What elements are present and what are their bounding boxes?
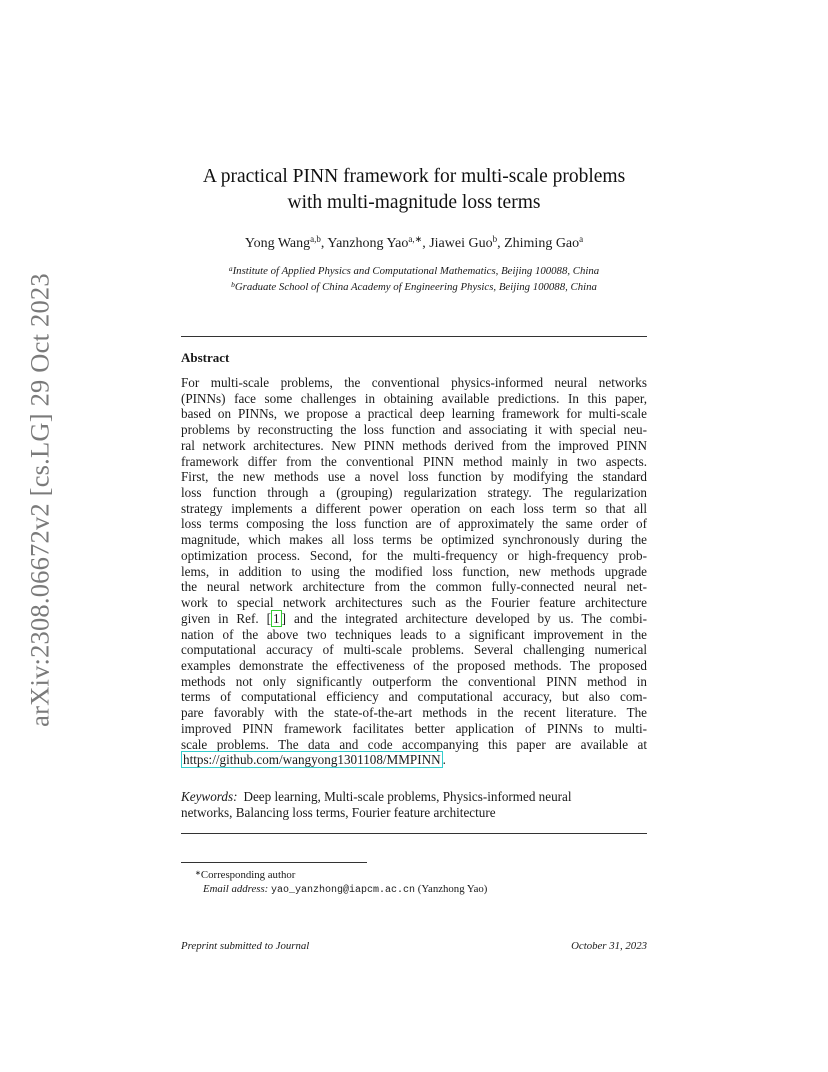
abstract-line: nation of the above two techniques leads to a significant improvement in the <box>181 626 647 642</box>
abstract-line: terms of computational efficiency and computational accuracy, but also com- <box>181 689 647 705</box>
footnote-mark: ∗ <box>195 869 201 877</box>
code-repository-link[interactable]: https://github.com/wangyong1301108/MMPINN <box>183 752 441 768</box>
keywords-label: Keywords: <box>181 789 238 804</box>
bottom-divider <box>181 833 647 834</box>
abstract-line: scale problems. The data and code accompanying this paper are available at <box>181 736 647 752</box>
abstract-line: magnitude, which makes all loss terms be optimized synchronously during the <box>181 532 647 548</box>
citation-link-ref-1[interactable]: 1 <box>273 610 280 626</box>
abstract-line: examples demonstrate the effectiveness of the proposed methods. The proposed <box>181 657 647 673</box>
keywords-text: networks, Balancing loss terms, Fourier feature architecture <box>181 805 496 820</box>
abstract-line: lems, in addition to using the modified loss function, new methods upgrade <box>181 563 647 579</box>
abstract-heading: Abstract <box>181 350 230 365</box>
title-line-2: with multi-magnitude loss terms <box>287 192 541 213</box>
abstract-line-with-url: https://github.com/wangyong1301108/MMPINN . <box>183 752 446 768</box>
email-address: yao_yanzhong@iapcm.ac.cn <box>270 885 416 896</box>
abstract-body <box>181 375 647 768</box>
keywords <box>181 789 647 821</box>
abstract-line: loss function through a (grouping) regularization strategy. The regularization <box>181 485 647 501</box>
affiliations <box>0 262 828 294</box>
paper-title <box>0 164 828 216</box>
abstract-line: First, the new methods use a novel loss function by modifying the standard <box>181 469 647 485</box>
author: Yanzhong Yao$^{a,∗}$, <box>327 234 430 251</box>
footnote-divider <box>181 862 367 863</box>
author-affil-mark: a <box>579 234 584 244</box>
author: Zhiming Gao$^a$ <box>504 234 584 251</box>
abstract-line: methods not only significantly outperform the conventional PINN method in <box>181 673 647 689</box>
preprint-notice: Preprint submitted to Journal <box>181 940 310 952</box>
footnote <box>195 866 487 898</box>
abstract-line-with-ref: given in Ref. [ 1 ] and the integrated architecture developed by us. The combi- <box>181 610 647 626</box>
abstract-line: ral network architectures. New PINN methods derived from the improved PINN <box>181 437 647 453</box>
author-affil-mark: a,∗ <box>408 234 423 244</box>
abstract-line: strategy implements a different power operation on each loss term so that all <box>181 500 647 516</box>
author-affil-mark: b <box>492 234 498 244</box>
footer-date: October 31, 2023 <box>571 940 647 952</box>
abstract-line: optimization process. Second, for the multi-frequency or high-frequency prob- <box>181 547 647 563</box>
abstract-line: loss terms composing the loss function are of approximately the same order of <box>181 516 647 532</box>
author-list <box>0 234 828 252</box>
title-line-1: A practical PINN framework for multi-scale problems <box>202 166 626 187</box>
abstract-line: For multi-scale problems, the conventional physics-informed neural networks <box>181 375 647 390</box>
top-divider <box>181 336 647 337</box>
arxiv-id-text: arXiv:2308.06672v2 [cs.LG] 29 Oct 2023 <box>24 273 55 727</box>
abstract-line: (PINNs) face some challenges in obtaining available predictions. In this paper, <box>181 390 647 406</box>
corresponding-author-note: Corresponding author <box>200 869 296 881</box>
abstract-line: based on PINNs, we propose a practical deep learning framework for multi-scale <box>181 406 647 422</box>
email-owner: (Yanzhong Yao) <box>417 883 488 895</box>
affiliation: $^a$Institute of Applied Physics and Computational Mathematics, Beijing 100088, China <box>228 264 600 277</box>
keywords-text: Deep learning, Multi-scale problems, Physics-informed neural <box>243 789 572 804</box>
abstract-line: framework differ from the conventional PINN method mainly in two aspects. <box>181 453 647 469</box>
author-affil-mark: a,b <box>310 234 321 244</box>
affiliation: $^b$Graduate School of China Academy of Engineering Physics, Beijing 100088, China <box>231 280 597 293</box>
author: Yong Wang$^{a,b}$, <box>244 234 328 251</box>
arxiv-identifier-stamp <box>20 273 60 727</box>
abstract-line: computational accuracy of multi-scale problems. Several challenging numerical <box>181 642 647 658</box>
abstract-line: the neural network architecture from the common fully-connected neural net- <box>181 579 647 595</box>
abstract-line: work to special network architectures such as the Fourier feature architecture <box>181 595 647 611</box>
author: Jiawei Guo$^b$, <box>429 234 505 251</box>
abstract-line: pare favorably with the state-of-the-art methods in the recent literature. The <box>181 705 647 721</box>
abstract-line: improved PINN framework facilitates better application of PINNs to multi- <box>181 720 647 736</box>
email-label: Email address: <box>203 883 269 895</box>
abstract-line: problems by reconstructing the loss function and associating it with special neu- <box>181 422 647 438</box>
